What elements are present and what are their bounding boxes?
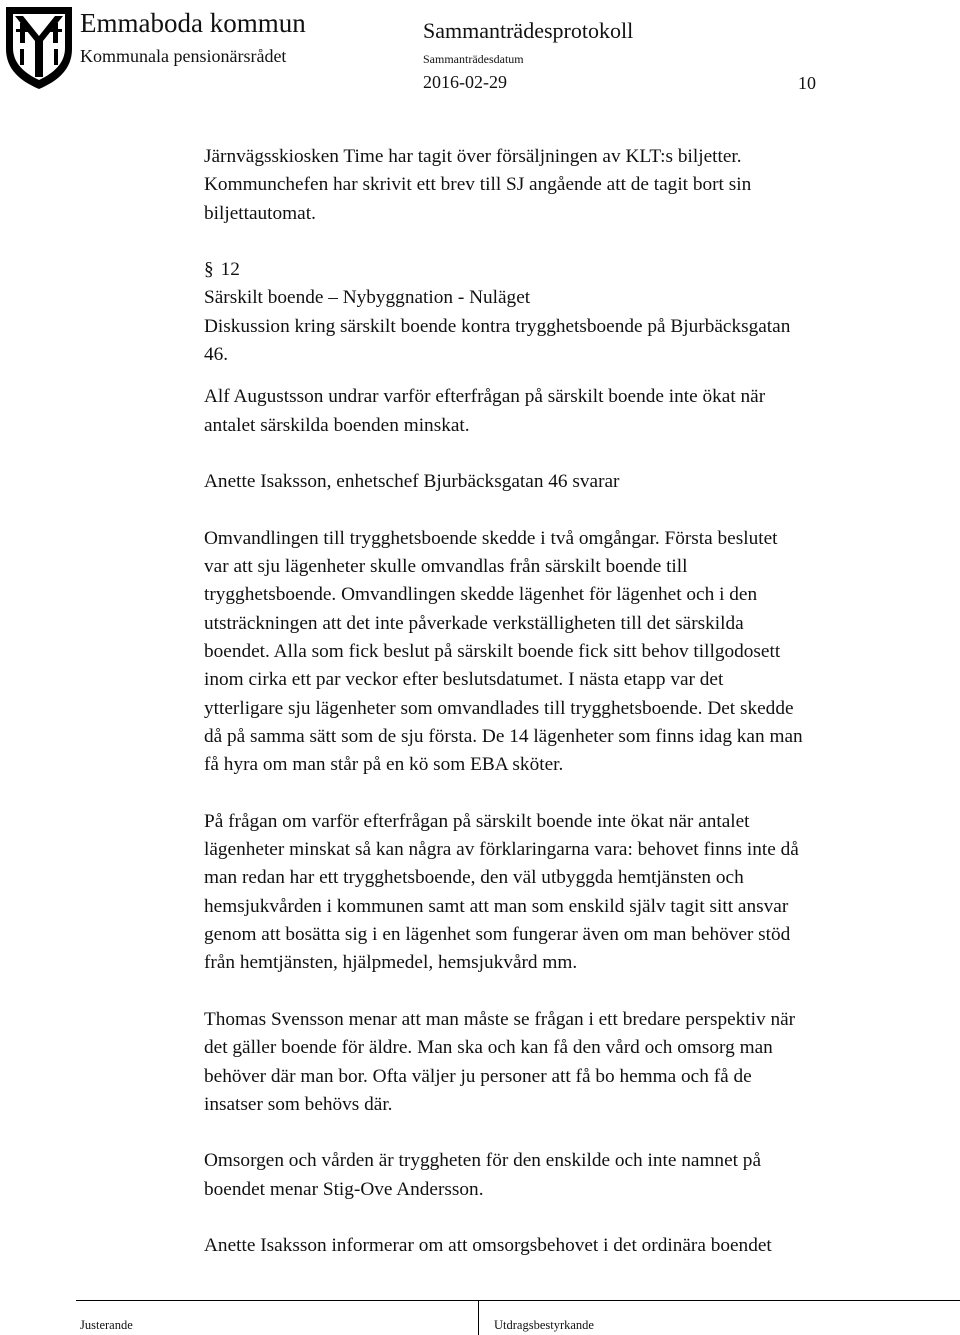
section-title: Särskilt boende – Nybyggnation - Nuläget: [204, 287, 531, 309]
andersson-paragraph: [204, 1147, 940, 1204]
intro-paragraph: [204, 143, 940, 228]
closing-line: Anette Isaksson informerar om att omsorgsbehovet i det ordinära boendet: [204, 1235, 772, 1257]
footer-divider: [478, 1300, 479, 1335]
text-line: det gäller boende för äldre. Man ska och kan få den vård och omsorg man: [204, 1037, 773, 1059]
organization-name: Emmaboda kommun: [80, 8, 306, 38]
text-line: Omsorgen och vården är tryggheten för den enskilde och inte namnet på: [204, 1150, 762, 1172]
text-line: Kommunchefen har skrivit ett brev till SJ angående att de tagit bort sin: [204, 174, 752, 196]
text-line: behöver där man bor. Ofta väljer ju personer att få bo hemma och få de: [204, 1065, 752, 1087]
justerande-label: Justerande: [80, 1318, 133, 1332]
text-line: genom att bosätta sig i en lägenhet som fungerar även om man behöver stöd: [204, 924, 791, 946]
text-line: var att sju lägenheter skulle omvandlas från särskilt boende till: [204, 556, 688, 578]
text-line: Järnvägsskiosken Time har tagit över försäljningen av KLT:s biljetter.: [204, 146, 742, 167]
meeting-date-label: Sammanträdesdatum: [423, 52, 524, 66]
text-line: Thomas Svensson menar att man måste se frågan i ett bredare perspektiv när: [204, 1008, 796, 1030]
section-intro-paragraph: [204, 313, 940, 370]
text-line: Omvandlingen till trygghetsboende skedde i två omgångar. Första beslutet: [204, 527, 778, 549]
text-line: man redan har ett trygghetsboende, den väl utbyggda hemtjänsten och: [204, 867, 744, 889]
protocol-body: [204, 143, 940, 1261]
municipal-coat-of-arms-icon: [2, 3, 76, 91]
text-line: boendet. Alla som fick beslut på särskilt boende fick sitt behov tillgodosett: [204, 641, 781, 663]
text-line: biljettautomat.: [204, 202, 316, 224]
meeting-date: 2016-02-29: [423, 72, 507, 92]
text-line: inom cirka ett par veckor efter beslutsdatumet. I nästa etapp var det: [204, 669, 724, 691]
reasons-paragraph: [204, 808, 940, 978]
text-line: ytterligare sju lägenheter som omvandlades till trygghetsboende. Det skedde: [204, 697, 794, 719]
text-line: Alf Augustsson undrar varför efterfrågan på särskilt boende inte ökat när: [204, 386, 766, 408]
text-line: På frågan om varför efterfrågan på särskilt boende inte ökat när antalet: [204, 810, 750, 832]
text-line: lägenheter minskat så kan några av förklaringarna vara: behovet finns inte då: [204, 839, 799, 861]
text-line: antalet särskilda boenden minskat.: [204, 414, 470, 436]
text-line: 46.: [204, 344, 229, 366]
text-line: då på samma sätt som de sju första. De 14 lägenheter som finns idag kan man: [204, 725, 803, 747]
utdragsbestyrkande-label: Utdragsbestyrkande: [494, 1318, 594, 1332]
section-number: 12: [220, 259, 240, 281]
text-line: insatser som behövs där.: [204, 1093, 393, 1115]
document-type: Sammanträdesprotokoll: [423, 18, 634, 43]
svensson-paragraph: [204, 1006, 940, 1119]
text-line: få hyra om man står på en kö som EBA sköter.: [204, 754, 564, 776]
footer-rule: [76, 1300, 960, 1301]
section-sign: §: [204, 259, 214, 281]
section-heading: [204, 256, 940, 284]
text-line: utsträckningen att det inte påverkade verkställigheten till det särskilda: [204, 612, 744, 634]
text-line: trygghetsboende. Omvandlingen skedde lägenhet för lägenhet och i den: [204, 584, 758, 606]
page-number: 10: [798, 73, 816, 93]
text-line: boendet menar Stig-Ove Andersson.: [204, 1178, 484, 1200]
text-line: hemsjukvården i kommunen samt att man som enskild själv tagit sitt ansvar: [204, 895, 789, 917]
answer-paragraph: [204, 525, 940, 780]
text-line: från hemtjänsten, hjälpmedel, hemsjukvård mm.: [204, 952, 578, 974]
question-paragraph: [204, 383, 940, 440]
council-name: Kommunala pensionärsrådet: [80, 46, 287, 66]
text-line: Diskussion kring särskilt boende kontra trygghetsboende på Bjurbäcksgatan: [204, 315, 791, 337]
respondent-line: Anette Isaksson, enhetschef Bjurbäcksgatan 46 svarar: [204, 471, 620, 493]
